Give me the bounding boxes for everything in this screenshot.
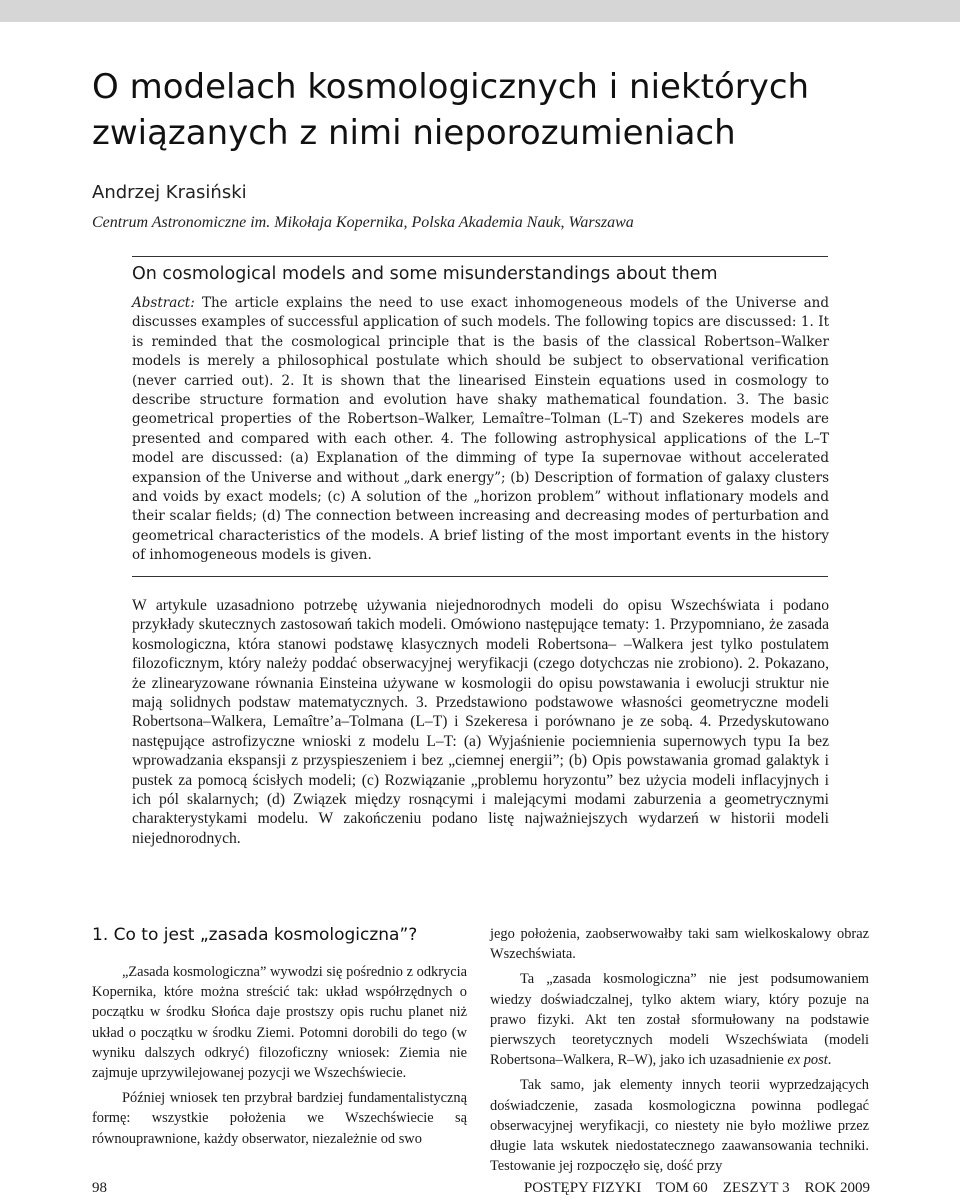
body-paragraph [490, 969, 869, 1070]
abstract-top-rule [132, 256, 828, 257]
left-column [92, 924, 467, 1154]
body-paragraph: Tak samo, jak elementy innych teorii wyprzedzających doświadczenie, zasada kosmologiczna powinna podlegać obserwacyjnej weryfikacji, co niestety nie było możliwe przez długie lata wskutek niedostatecznego zaawansowania techniki. Testowanie jej rozpoczęło się, dość przy [490, 1077, 869, 1175]
right-column [490, 924, 869, 1181]
journal-info: POSTĘPY FIZYKI TOM 60 ZESZYT 3 ROK 2009 [523, 1180, 870, 1196]
italic-term: ex post [787, 1052, 828, 1069]
abstract-text: The article explains the need to use exact inhomogeneous models of the Universe and discusses examples of successful application of such models. The following topics are discussed: 1. It is reminded that the cosmological principle that is the basis of the classical Robertson–Walker models is merely a philosophical postulate which should be subject to observational verification (never carried out). 2. It is shown that the linearised Einstein equations used in cosmology to describe structure formation and evolution have shaky mathematical foundation. 3. The basic geometrical properties of the Robertson–Walker, Lemaître–Tolman (L–T) and Szekeres models are presented and compared with each other. 4. The following astrophysical applications of the L–T model are discussed: (a) Explanation of the dimming of type Ia supernovae without accelerated expansion of the Universe and without „dark energy”; (b) Description of formation of galaxy clusters and voids by exact models; (c) A solution of the „horizon problem” without inflationary models and their scalar fields; (d) The connection between increasing and decreasing modes of perturbation and geometrical characteristics of the models. A brief listing of the most important events in the history of inhomogeneous models is given. [132, 295, 829, 564]
body-paragraph-continuation: jego położenia, zaobserwowałby taki sam wielkoskalowy obraz Wszechświata. [490, 926, 869, 963]
author-affiliation: Centrum Astronomiczne im. Mikołaja Kopernika, Polska Akademia Nauk, Warszawa [92, 214, 634, 231]
english-title: On cosmological models and some misunderstandings about them [132, 264, 718, 284]
body-paragraph: Później wniosek ten przybrał bardziej fundamentalistyczną formę: wszystkie położenia we Wszechświecie są równouprawnione, każdy obserwator, niezależnie od swo [92, 1090, 467, 1147]
english-abstract [132, 294, 829, 566]
author-name: Andrzej Krasiński [92, 182, 247, 203]
polish-abstract: W artykule uzasadniono potrzebę używania niejednorodnych modeli do opisu Wszechświata i podano przykłady skutecznych zastosowań takich modeli. Omówiono następujące tematy: 1. Przypomniano, że zasada kosmologiczna, która stanowi podstawę klasycznych modeli Robertsona– –Walkera jest tylko postulatem filozoficznym, który należy poddać obserwacyjnej weryfikacji (czego dotychczas nie zrobiono). 2. Pokazano, że zlinearyzowane równania Einsteina używane w kosmologii do opisu powstawania i ewolucji struktur nie mają solidnych podstaw matematycznych. 3. Przedstawiono podstawowe własności geometryczne modeli Robertsona–Walkera, Lemaître’a–Tolmana (L–T) i Szekeresa i porównano je ze sobą. 4. Przedyskutowano następujące astrofizyczne wnioski z modelu L–T: (a) Wyjaśnienie pociemnienia supernowych typu Ia bez wprowadzania ekspansji z przyspieszeniem i bez „ciemnej energii”; (b) Opis powstawania gromad galaktyk i pustek za pomocą ścisłych modeli; (c) Rozwiązanie „problemu horyzontu” bez użycia modeli inflacyjnych i ich pól skalarnych; (d) Związek między rosnącymi i malejącymi modami zaburzenia a geometrycznymi charakterystykami modelu. W zakończeniu podano listę najważniejszych wydarzeń w historii modeli niejednorodnych. [132, 597, 829, 847]
abstract-bottom-rule [132, 576, 828, 577]
page-footer [92, 1180, 870, 1200]
page-number: 98 [92, 1180, 107, 1196]
paragraph-text: . [827, 1052, 832, 1069]
section-heading: 1. Co to jest „zasada kosmologiczna”? [92, 925, 418, 945]
body-paragraph: „Zasada kosmologiczna” wywodzi się pośrednio z odkrycia Kopernika, które można streścić tak: układ współrzędnych o początku w środku Słońca daje prostszy opis ruchu planet niż układ o początku w środku Ziemi. Potomni dorobili do tego (w wyniku dalszych odkryć) filozoficzny wniosek: Ziemia nie zajmuje uprzywilejowanej pozycji we Wszechświecie. [92, 964, 467, 1082]
article-title: O modelach kosmologicznych i niektórych związanych z nimi nieporozumieniach [92, 67, 810, 153]
top-gray-band [0, 0, 960, 22]
paragraph-text: Ta „zasada kosmologiczna” nie jest podsumowaniem wiedzy doświadczalnej, tylko aktem wiary, który pozuje na prawo fizyki. Akt ten został sformułowany na podstawie pierwszych teoretycznych modeli Wszechświata (modeli Robertsona–Walkera, R–W), jako ich uzasadnienie [490, 971, 869, 1069]
abstract-label: Abstract: [132, 295, 195, 311]
